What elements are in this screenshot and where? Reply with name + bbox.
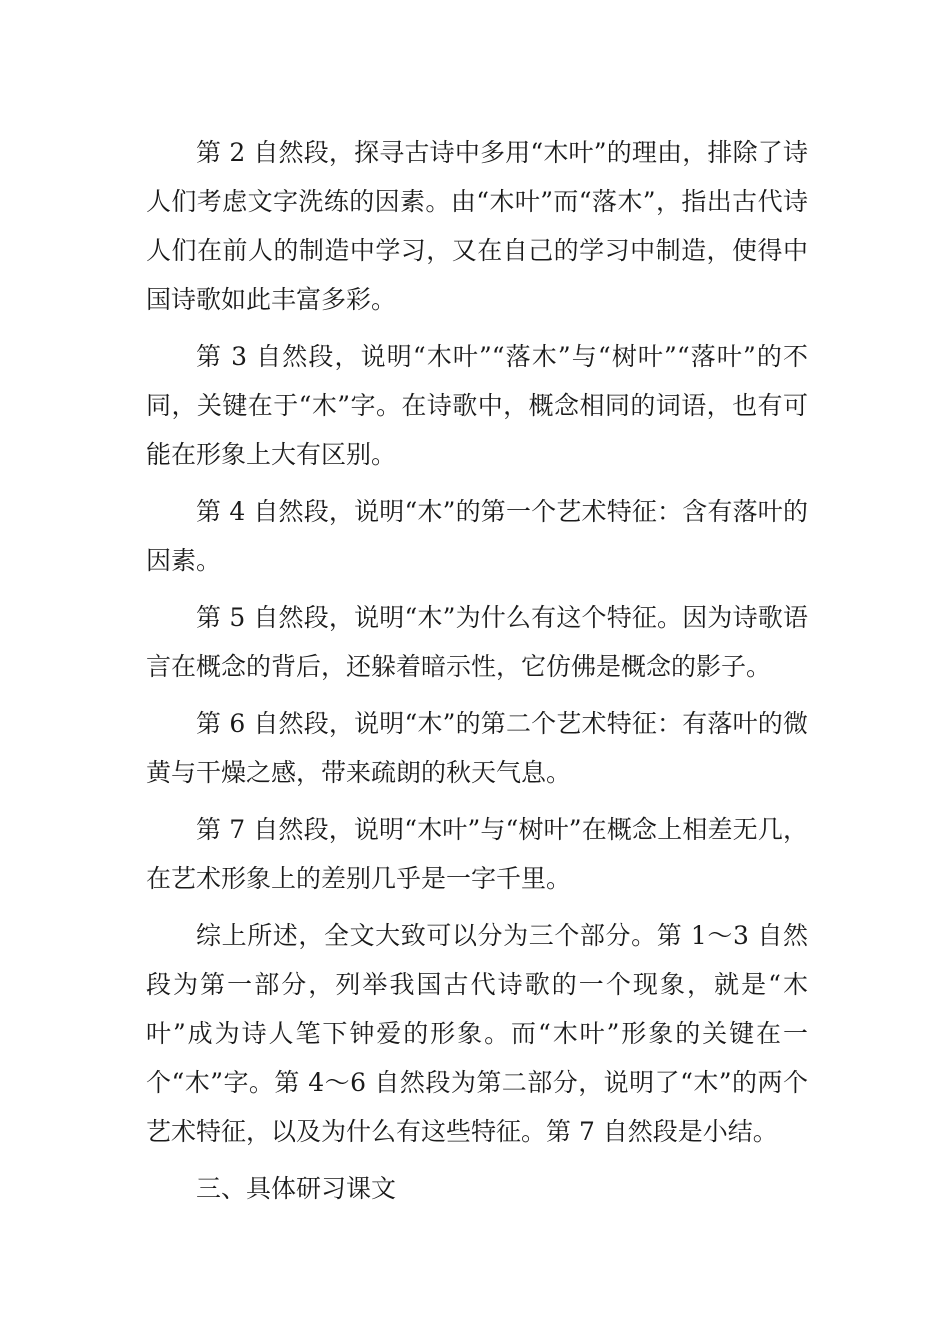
paragraph-7: 第 7 自然段，说明“木叶”与“树叶”在概念上相差无几，在艺术形象上的差别几乎是一字千里。 bbox=[146, 815, 808, 893]
document-body bbox=[146, 128, 808, 1221]
paragraph-2: 第 2 自然段，探寻古诗中多用“木叶”的理由，排除了诗人们考虑文字洗练的因素。由“木叶”而“落木”，指出古代诗人们在前人的制造中学习，又在自己的学习中制造，使得中国诗歌如此丰富多彩。 bbox=[146, 138, 808, 314]
paragraph-3: 第 3 自然段，说明“木叶”“落木”与“树叶”“落叶”的不同，关键在于“木”字。在诗歌中，概念相同的词语，也有可能在形象上大有区别。 bbox=[146, 342, 808, 469]
paragraph-6: 第 6 自然段，说明“木”的第二个艺术特征：有落叶的微黄与干燥之感，带来疏朗的秋天气息。 bbox=[146, 709, 808, 787]
paragraph-4: 第 4 自然段，说明“木”的第一个艺术特征：含有落叶的因素。 bbox=[146, 497, 808, 575]
section-heading: 三、具体研习课文 bbox=[196, 1174, 397, 1203]
summary-paragraph: 综上所述，全文大致可以分为三个部分。第 1～3 自然段为第一部分，列举我国古代诗歌的一个现象，就是“木叶”成为诗人笔下钟爱的形象。而“木叶”形象的关键在一个“木”字。第 4～6 自然段为第二部分，说明了“木”的两个艺术特征，以及为什么有这些特征。第 7 自然段是小结。 bbox=[146, 921, 808, 1146]
paragraph-5: 第 5 自然段，说明“木”为什么有这个特征。因为诗歌语言在概念的背后，还躲着暗示性，它仿佛是概念的影子。 bbox=[146, 603, 808, 681]
